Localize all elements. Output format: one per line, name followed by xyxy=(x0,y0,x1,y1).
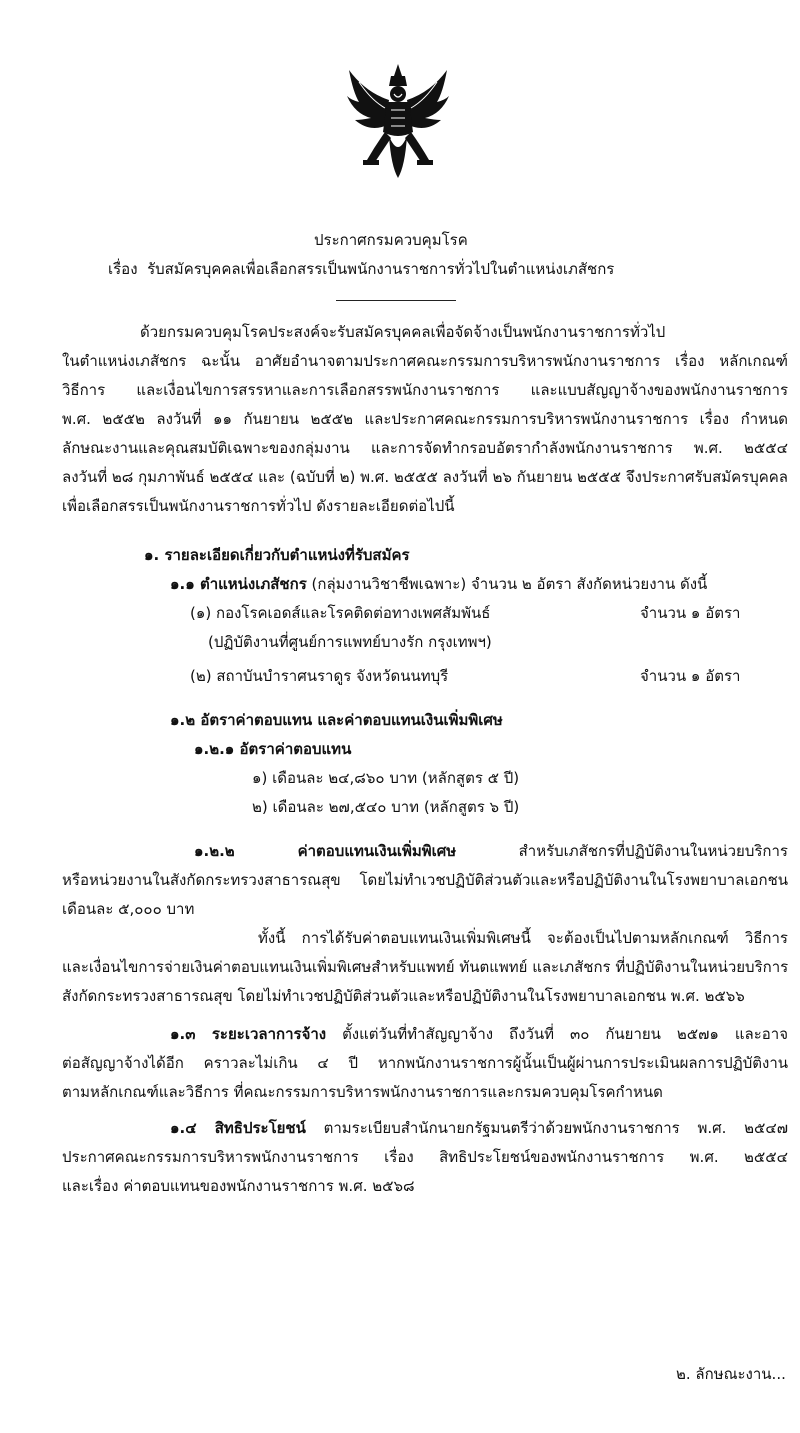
section-1-4-line-1 xyxy=(170,1118,788,1138)
intro-line-7: เพื่อเลือกสรรเป็นพนักงานราชการทั่วไป ดังรายละเอียดต่อไปนี้ xyxy=(62,497,455,515)
section-1-3-line-2: ต่อสัญญาจ้างได้อีก คราวละไม่เกิน ๔ ปี หากพนักงานราชการผู้นั้นเป็นผู้ผ่านการประเมินผลการปฏิบัติงาน xyxy=(62,1054,788,1072)
section-1-1 xyxy=(170,574,707,594)
unit-2-count: จำนวน ๑ อัตรา xyxy=(640,667,741,685)
intro-line-2: ในตำแหน่งเภสัชกร ฉะนั้น อาศัยอำนาจตามประกาศคณะกรรมการบริหารพนักงานราชการ เรื่อง หลักเกณฑ์ xyxy=(62,352,788,370)
intro-line-5: ลักษณะงานและคุณสมบัติเฉพาะของกลุ่มงาน และการจัดทำกรอบอัตรากำลังพนักงานราชการ พ.ศ. ๒๕๕๔ xyxy=(62,439,788,457)
unit-2-name: (๒) สถาบันบำราศนราดูร จังหวัดนนทบุรี xyxy=(190,667,449,685)
pay-rate-1: ๑) เดือนละ ๒๔,๘๖๐ บาท (หลักสูตร ๕ ปี) xyxy=(252,769,520,787)
title-divider xyxy=(336,300,456,301)
section-1-2-2-line-1 xyxy=(194,841,788,861)
note-line-1: ทั้งนี้ การได้รับค่าตอบแทนเงินเพิ่มพิเศษนี้ จะต้องเป็นไปตามหลักเกณฑ์ วิธีการ xyxy=(258,929,788,947)
intro-line-1: ด้วยกรมควบคุมโรคประสงค์จะรับสมัครบุคคลเพื่อจัดจ้างเป็นพนักงานราชการทั่วไป xyxy=(140,323,666,341)
section-1-2-2-title: ๑.๒.๒ ค่าตอบแทนเงินเพิ่มพิเศษ xyxy=(194,842,457,860)
announcement-title: ประกาศกรมควบคุมโรค xyxy=(314,231,468,249)
intro-line-4: พ.ศ. ๒๕๕๒ ลงวันที่ ๑๑ กันยายน ๒๕๕๒ และประกาศคณะกรรมการบริหารพนักงานราชการ เรื่อง กำหนด xyxy=(62,410,788,428)
section-1-2-2-line-3: เดือนละ ๕,๐๐๐ บาท xyxy=(62,900,195,918)
section-1-4-line-2: ประกาศคณะกรรมการบริหารพนักงานราชการ เรื่อง สิทธิประโยชน์ของพนักงานราชการ พ.ศ. ๒๕๕๔ xyxy=(62,1148,788,1166)
section-1-3-title: ๑.๓ ระยะเวลาการจ้าง xyxy=(170,1025,327,1043)
intro-line-6: ลงวันที่ ๒๘ กุมภาพันธ์ ๒๕๕๔ และ (ฉบับที่ ๒) พ.ศ. ๒๕๕๕ ลงวันที่ ๒๖ กันยายน ๒๕๕๕ จึงประกาศรับสมัครบุคคล xyxy=(62,468,788,486)
unit-1-count: จำนวน ๑ อัตรา xyxy=(640,604,741,622)
subject-line xyxy=(108,259,614,279)
subject-text: รับสมัครบุคคลเพื่อเลือกสรรเป็นพนักงานราชการทั่วไปในตำแหน่งเภสัชกร xyxy=(147,260,615,278)
section-1-heading: ๑. รายละเอียดเกี่ยวกับตำแหน่งที่รับสมัคร xyxy=(144,546,410,564)
continuation-note: ๒. ลักษณะงาน... xyxy=(676,1365,786,1383)
section-1-4-line-3: และเรื่อง ค่าตอบแทนของพนักงานราชการ พ.ศ. ๒๕๖๘ xyxy=(62,1177,415,1195)
unit-1-name: (๑) กองโรคเอดส์และโรคติดต่อทางเพศสัมพันธ์ xyxy=(190,604,491,622)
note-line-3: สังกัดกระทรวงสาธารณสุข โดยไม่ทำเวชปฏิบัติส่วนตัวและหรือปฏิบัติงานในโรงพยาบาลเอกชน พ.ศ. ๒๕๖๖ xyxy=(62,987,745,1005)
section-1-3-line-3: ตามหลักเกณฑ์และวิธีการ ที่คณะกรรมการบริหารพนักงานราชการและกรมควบคุมโรคกำหนด xyxy=(62,1083,663,1101)
unit-1-note: (ปฏิบัติงานที่ศูนย์การแพทย์บางรัก กรุงเทพฯ) xyxy=(208,633,492,651)
section-1-3-detail: ตั้งแต่วันที่ทำสัญญาจ้าง ถึงวันที่ ๓๐ กันยายน ๒๕๗๑ และอาจ xyxy=(342,1025,788,1043)
section-1-2-2-detail: สำหรับเภสัชกรที่ปฏิบัติงานในหน่วยบริการ xyxy=(518,842,788,860)
subject-label: เรื่อง xyxy=(108,260,138,278)
section-1-4-title: ๑.๔ สิทธิประโยชน์ xyxy=(170,1119,306,1137)
garuda-emblem-icon xyxy=(345,62,451,180)
section-1-2-2-line-2: หรือหน่วยงานในสังกัดกระทรวงสาธารณสุข โดยไม่ทำเวชปฏิบัติส่วนตัวและหรือปฏิบัติงานในโรงพยาบาลเอกชน xyxy=(62,871,788,889)
section-1-2-heading: ๑.๒ อัตราค่าตอบแทน และค่าตอบแทนเงินเพิ่มพิเศษ xyxy=(170,711,503,729)
pay-rate-2: ๒) เดือนละ ๒๗,๕๔๐ บาท (หลักสูตร ๖ ปี) xyxy=(252,798,520,816)
intro-line-3: วิธีการ และเงื่อนไขการสรรหาและการเลือกสรรพนักงานราชการ และแบบสัญญาจ้างของพนักงานราชการ xyxy=(62,381,788,399)
section-1-1-detail: (กลุ่มงานวิชาชีพเฉพาะ) จำนวน ๒ อัตรา สังกัดหน่วยงาน ดังนี้ xyxy=(311,575,708,593)
section-1-1-title: ๑.๑ ตำแหน่งเภสัชกร xyxy=(170,575,307,593)
section-1-4-detail: ตามระเบียบสำนักนายกรัฐมนตรีว่าด้วยพนักงานราชการ พ.ศ. ๒๕๔๗ xyxy=(323,1119,788,1137)
note-line-2: และเงื่อนไขการจ่ายเงินค่าตอบแทนเงินเพิ่มพิเศษสำหรับแพทย์ ทันตแพทย์ และเภสัชกร ที่ปฏิบัติงานในหน่วยบริการ xyxy=(62,958,789,976)
section-1-2-1-heading: ๑.๒.๑ อัตราค่าตอบแทน xyxy=(194,740,352,758)
section-1-3-line-1 xyxy=(170,1024,788,1044)
